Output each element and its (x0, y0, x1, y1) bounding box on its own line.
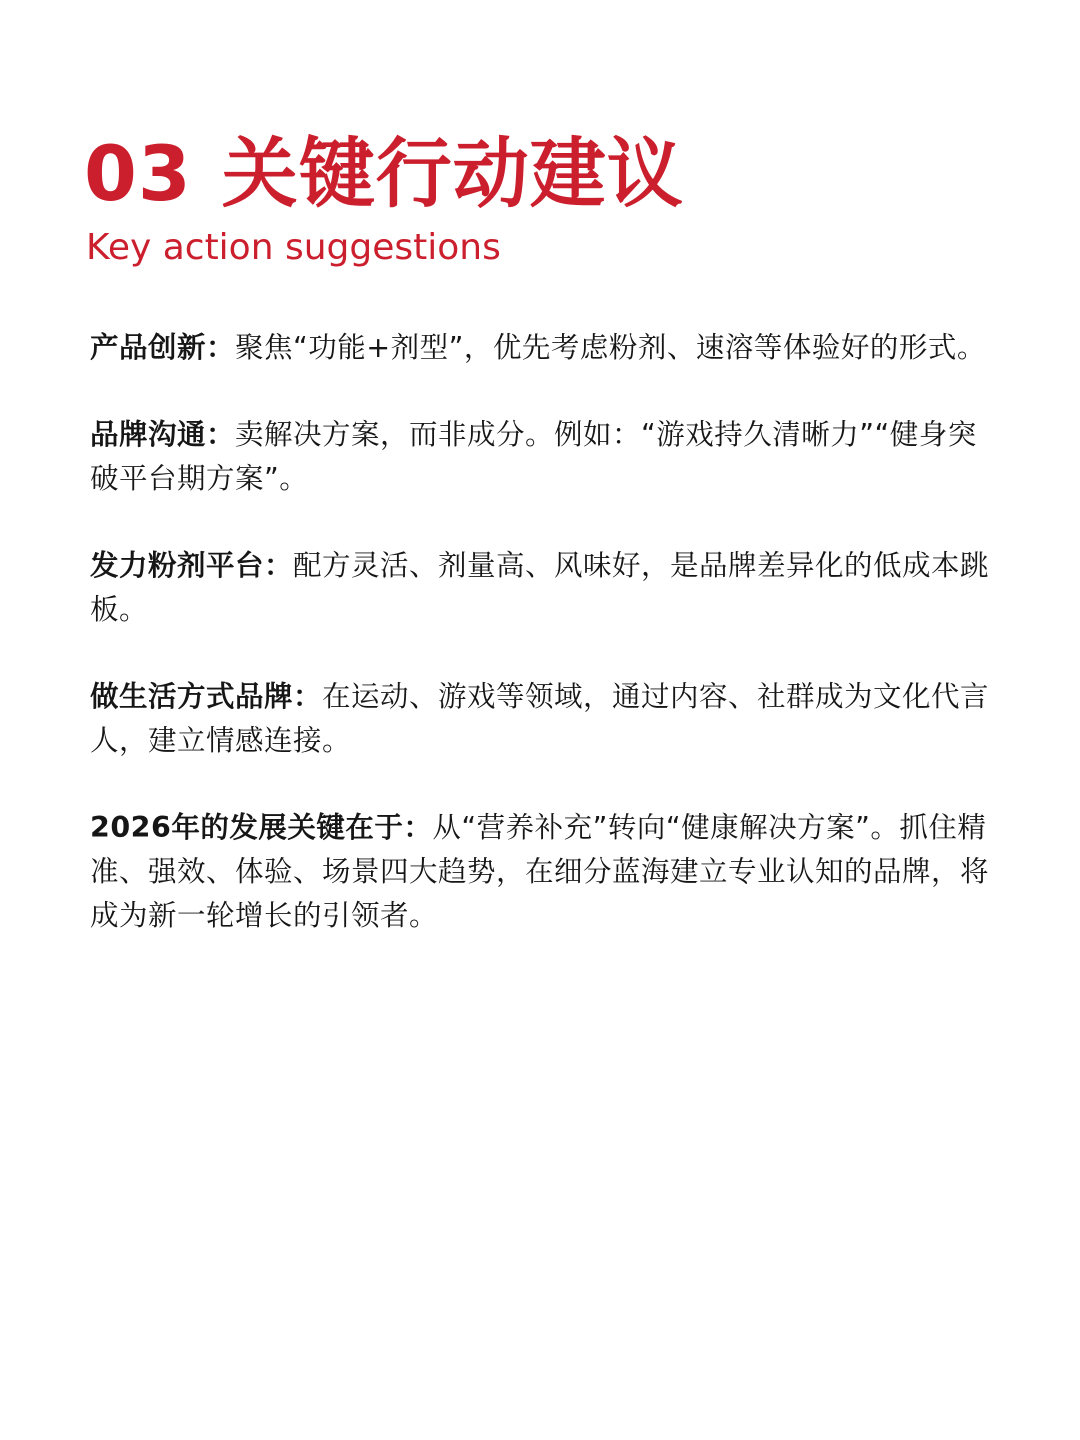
suggestion-list (90, 326, 995, 981)
title-text: 关键行动建议 (221, 129, 684, 218)
suggestion-label: 做生活方式品牌： (90, 680, 323, 713)
suggestion-lifestyle-brand (90, 675, 995, 763)
suggestion-powder-platform (90, 544, 995, 632)
suggestion-text: 卖解决方案，而非成分。例如：“游戏持久清晰力”“健身突破平台期方案”。 (90, 418, 977, 495)
page-title (84, 128, 1004, 220)
suggestion-2026-key (90, 806, 995, 938)
page-subtitle: Key action suggestions (86, 227, 501, 268)
suggestion-brand-communication (90, 413, 995, 501)
suggestion-label: 发力粉剂平台： (90, 549, 294, 582)
suggestion-text: 在运动、游戏等领域，通过内容、社群成为文化代言人，建立情感连接。 (90, 680, 990, 757)
title-block (84, 128, 1004, 270)
section-number: 03 (84, 129, 192, 218)
suggestion-label: 品牌沟通： (90, 418, 236, 451)
suggestion-label: 产品创新： (90, 331, 236, 364)
suggestion-label: 2026年的发展关键在于： (90, 811, 433, 844)
suggestion-product-innovation (90, 326, 995, 370)
suggestion-text: 配方灵活、剂量高、风味好，是品牌差异化的低成本跳板。 (90, 549, 990, 626)
suggestion-text: 从“营养补充”转向“健康解决方案”。抓住精准、强效、体验、场景四大趋势，在细分蓝海建立专业认知的品牌，将成为新一轮增长的引领者。 (90, 811, 990, 932)
suggestion-text: 聚焦“功能+剂型”，优先考虑粉剂、速溶等体验好的形式。 (235, 331, 986, 364)
